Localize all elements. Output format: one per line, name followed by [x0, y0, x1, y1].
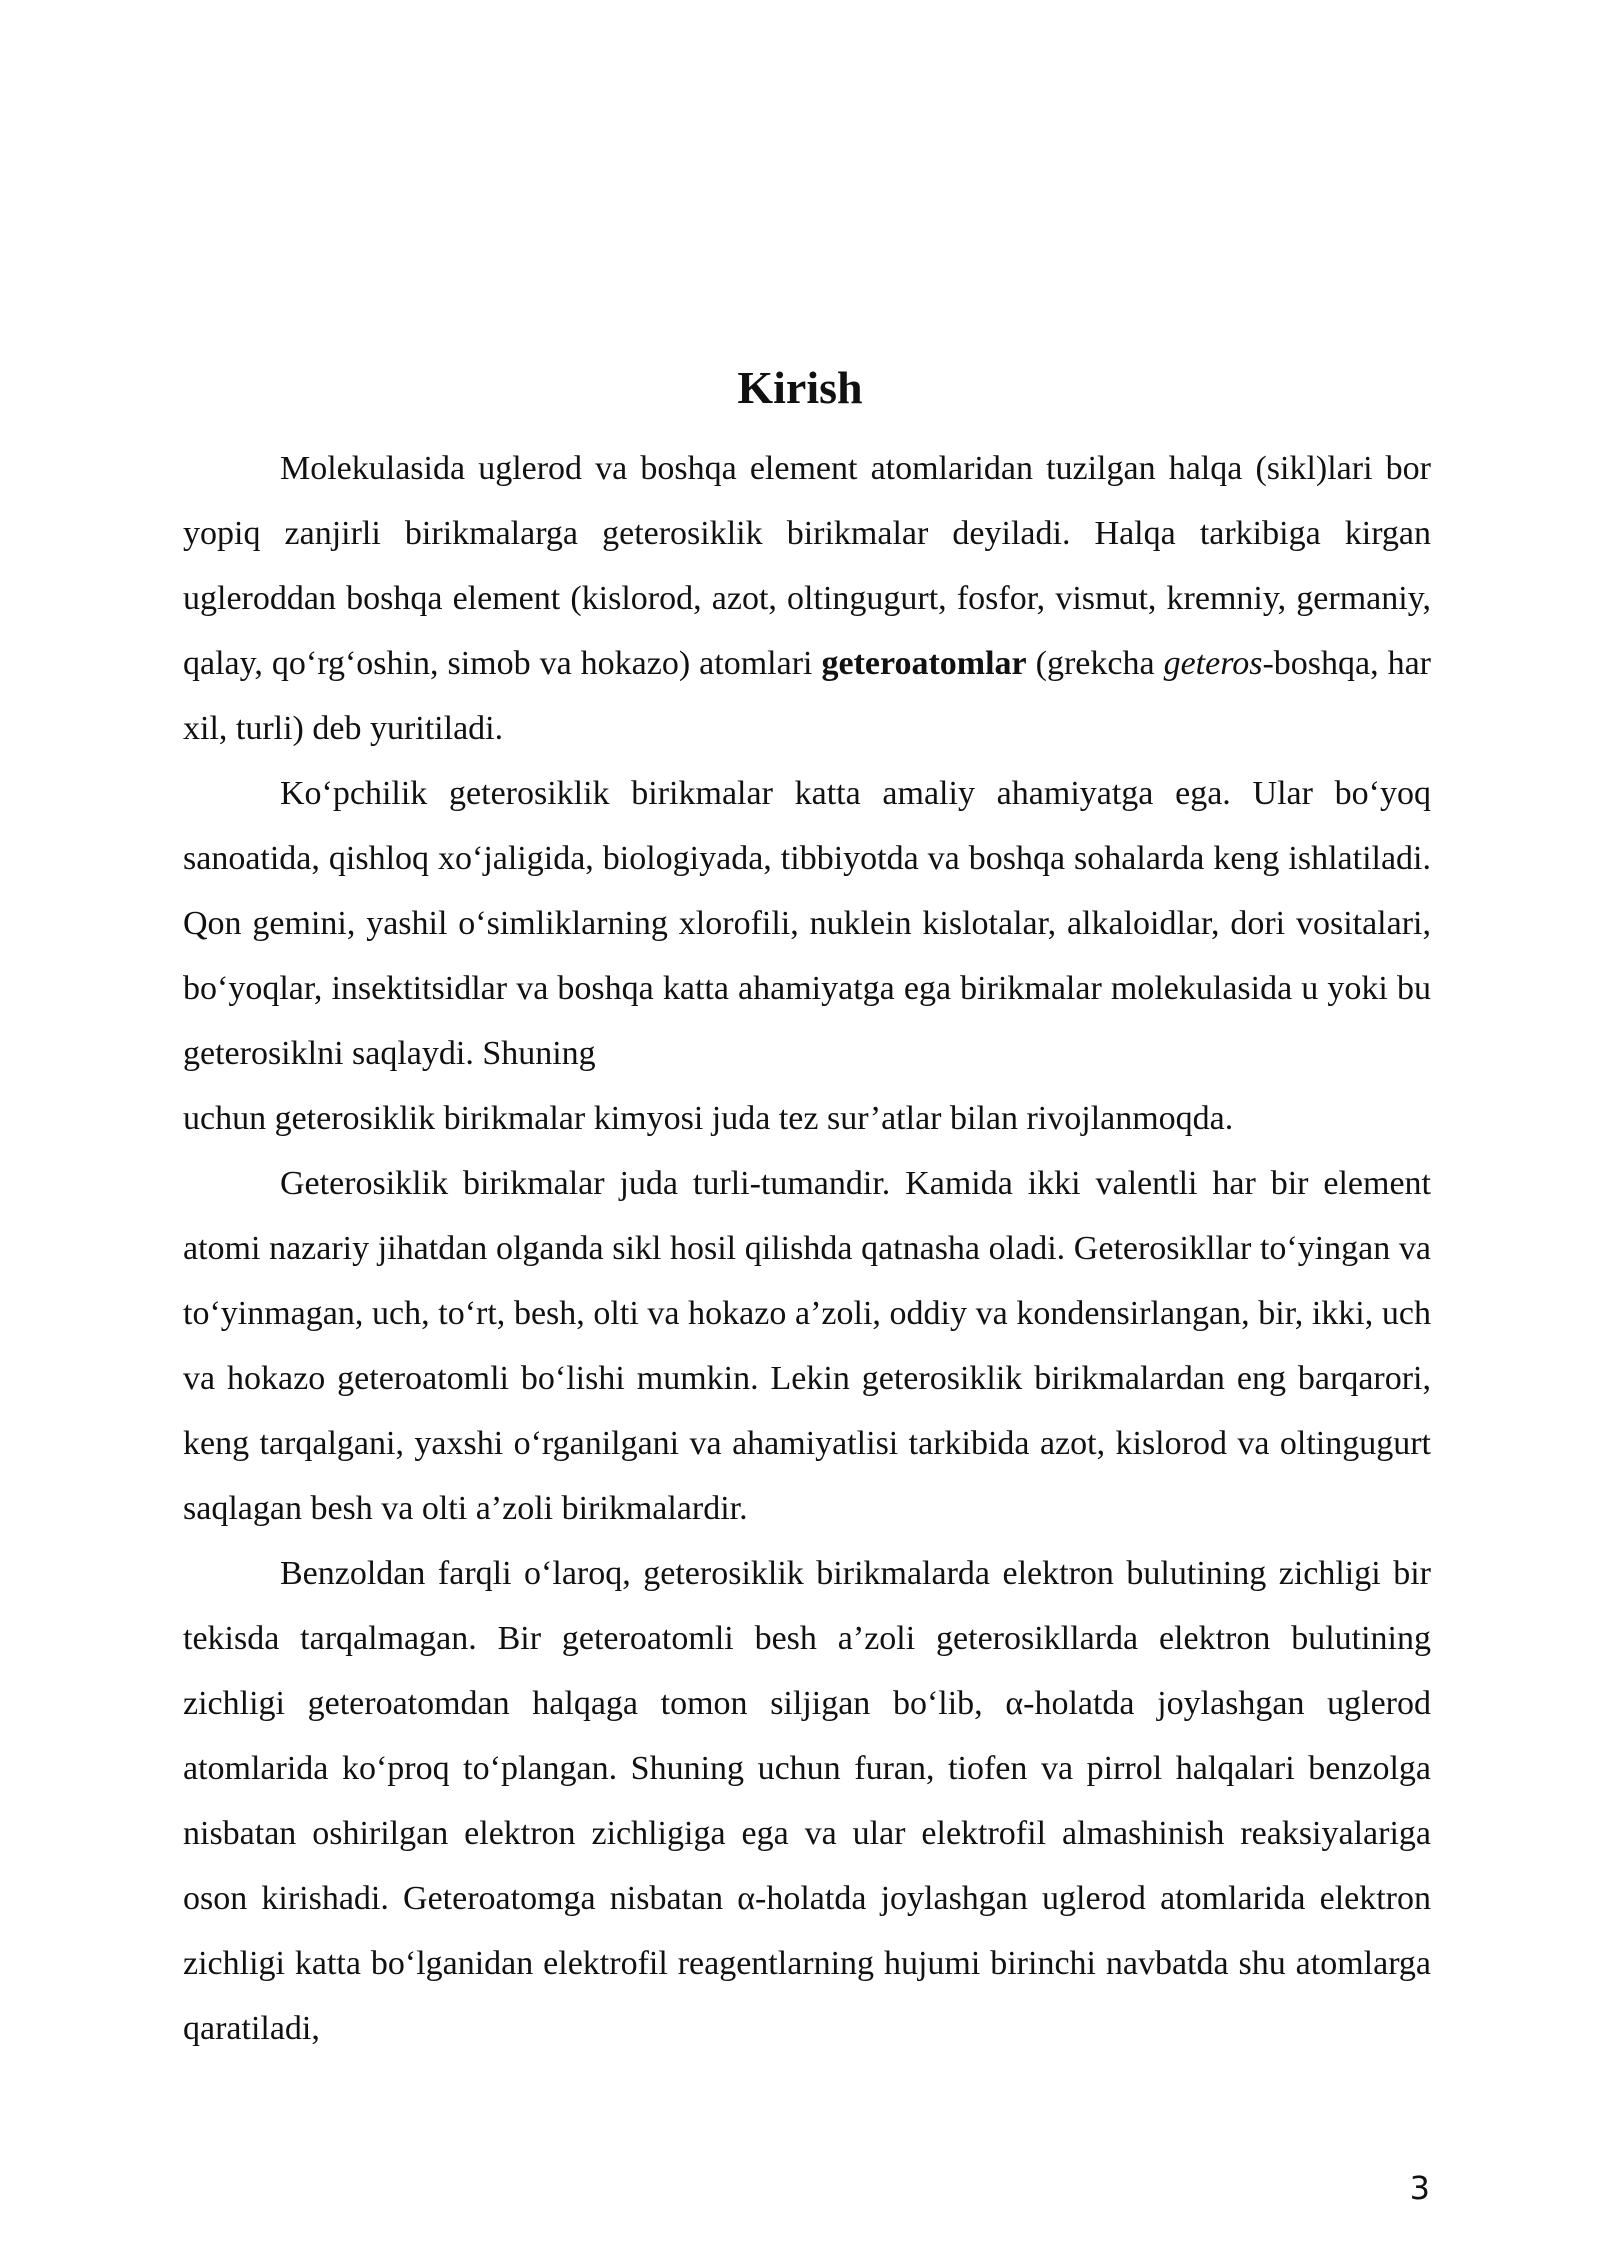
term-geteros: geteros — [1163, 645, 1263, 682]
paragraph-1-text-middle: (grekcha — [1026, 645, 1164, 682]
paragraph-2: Koʻpchilik geterosiklik birikmalar katta amaliy ahamiyatga ega. Ular boʻyoq sanoatida, qishloq xoʻjaligida, biologiyada, tibbiyotda va boshqa sohalarda keng ishlatiladi. Qon gemini, yashil oʻsimliklarning xlorofili, nuklein kislotalar, alkaloidlar, dori vositalari, boʻyoqlar, insektitsidlar va boshqa katta ahamiyatga ega birikmalar molekulasida u yoki bu geterosiklni saqlaydi. Shuning — [183, 775, 1431, 1072]
page-number: 3 — [1409, 2169, 1430, 2207]
paragraph-1-text-end: -boshqa, har xil, turli) deb yuritiladi. — [183, 645, 1431, 747]
term-geteroatomlar: geteroatomlar — [821, 645, 1027, 682]
paragraph-2-continuation: uchun geterosiklik birikmalar kimyosi juda tez sur’atlar bilan rivojlanmoqda. — [183, 1100, 1234, 1137]
paragraph-1 — [183, 436, 1431, 761]
paragraph-4: Benzoldan farqli oʻlaroq, geterosiklik birikmalarda elektron bulutining zichligi bir tekisda tarqalmagan. Bir geteroatomli besh a’zoli geterosikllarda elektron bulutining zichligi geteroatomdan halqaga tomon siljigan boʻlib, α-holatda joylashgan uglerod atomlarida koʻproq toʻplangan. Shuning uchun furan, tiofen va pirrol halqalari benzolga nisbatan oshirilgan elektron zichligiga ega va ular elektrofil almashinish reaksiyalariga oson kirishadi. Geteroatomga nisbatan α-holatda joylashgan uglerod atomlarida elektron zichligi katta boʻlganidan elektrofil reagentlarning hujumi birinchi navbatda shu atomlarga qaratiladi, — [183, 1555, 1431, 2047]
paragraph-3: Geterosiklik birikmalar juda turli-tumandir. Kamida ikki valentli har bir element atomi nazariy jihatdan olganda sikl hosil qilishda qatnasha oladi. Geterosikllar toʻyingan va toʻyinmagan, uch, toʻrt, besh, olti va hokazo a’zoli, oddiy va kondensirlangan, bir, ikki, uch va hokazo geteroatomli boʻlishi mumkin. Lekin geterosiklik birikmalardan eng barqarori, keng tarqalgani, yaxshi oʻrganilgani va ahamiyatlisi tarkibida azot, kislorod va oltingugurt saqlagan besh va olti a’zoli birikmalardir. — [183, 1165, 1431, 1527]
paragraph-1-text-start: Molekulasida uglerod va boshqa element atomlaridan tuzilgan halqa (sikl)lari bor yopiq zanjirli birikmalarga geterosiklik birikmalar deyiladi. Halqa tarkibiga kirgan ugleroddan boshqa element (kislorod, azot, oltingugurt, fosfor, vismut, kremniy, germaniy, qalay, qoʻrgʻoshin, simob va hokazo) atomlari — [183, 450, 1431, 682]
body-text — [183, 436, 1431, 2061]
page-heading: Kirish — [737, 362, 863, 413]
